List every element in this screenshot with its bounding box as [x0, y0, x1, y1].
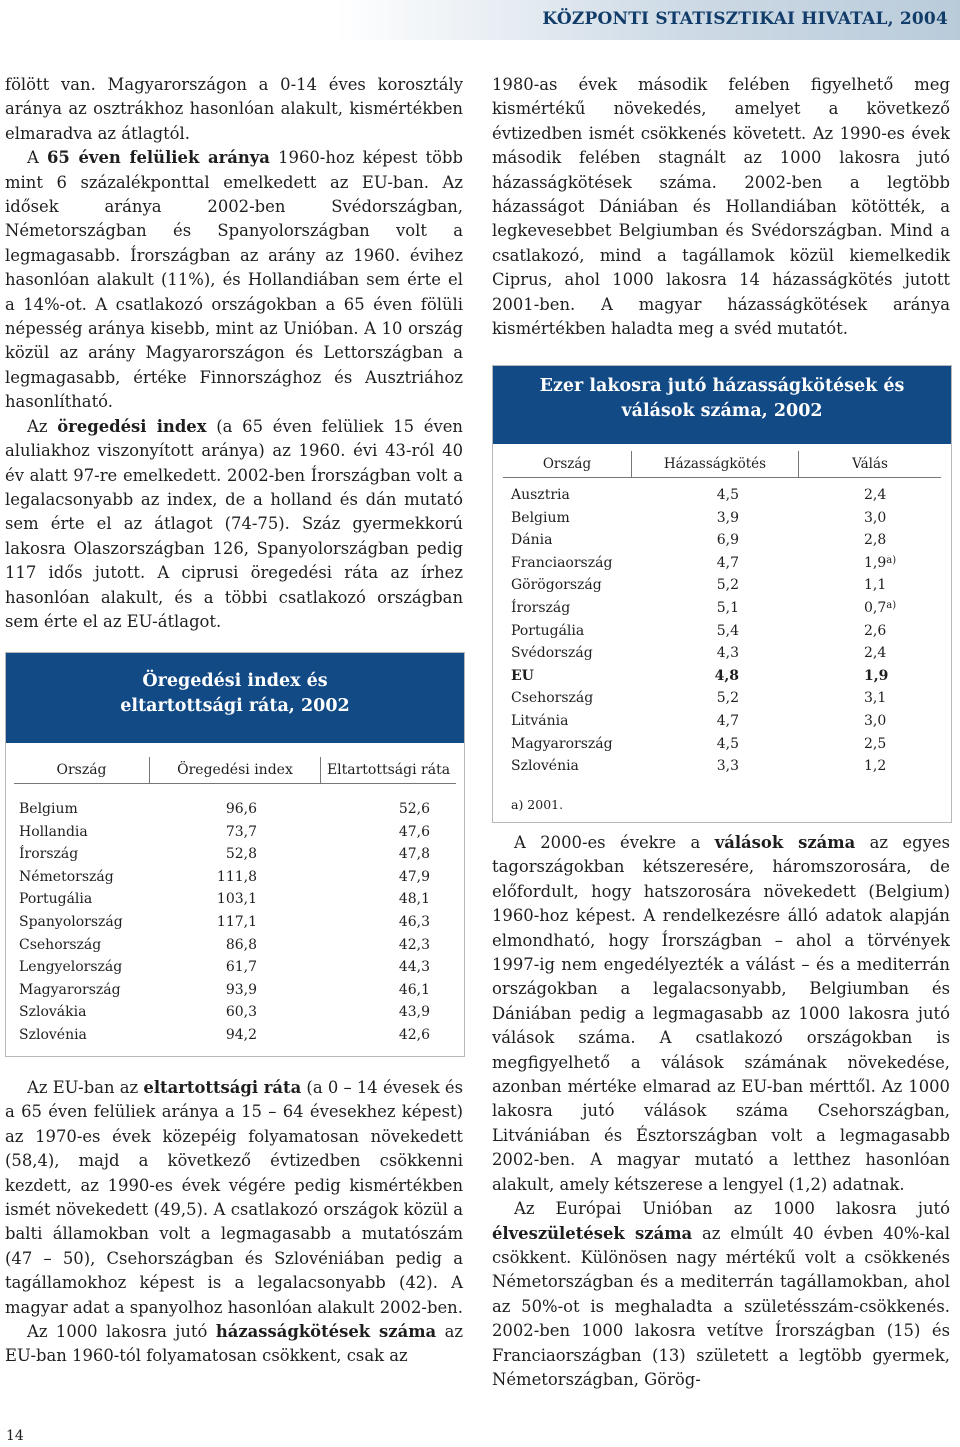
- term-marriages: házasságkötések száma: [215, 1322, 437, 1342]
- marriage-table-footnote: a) 2001.: [511, 797, 564, 812]
- left-paragraph-3: Az öregedési index (a 65 éven felüliek 15 éven aluliakhoz viszonyított aránya) az 1960. évi 43-ról 40 év alatt 97-re emelkedett. 2002-ben Írországban volt a legalacsonyabb az index, de a holland és dán mutató sem érte el az átlagot (74-75). Száz gyermekkorú lakosra Olaszországban 126, Spanyolországban pedig 117 idős jutott. A ciprusi öregedési ráta az írhez hasonlóan alakult, és a többi csatlakozó országban sem érte el az EU-átlagot.: [5, 416, 463, 631]
- marriage-table-body: [493, 484, 951, 778]
- marriage-table-row: [511, 529, 951, 552]
- marriage-table-row: [511, 710, 951, 733]
- left-paragraph-4: Az EU-ban az eltartottsági ráta (a 0 – 14 évesek és a 65 éven felüliek aránya a 15 – 64 évesekhez képest) az 1970-es évek közepéig folyamatosan növekedett (58,4), majd a következő évtizedben csökkenni kezdett, az 1990-es évek végére pedig kismértékben ismét növekedett (49,5). A csatlakozó országok közül a balti államokban volt a legmagasabb a mutatószám (47 – 50), Csehországban és Szlovéniában pedig a tagállamokhoz képest is a legalacsonyabb (42). A magyar adat a spanyolhoz hasonlóan alakult 2002-ben.: [5, 1078, 463, 1317]
- marriage-row-marriages: 4,5: [716, 487, 739, 503]
- aging-table-row: [19, 798, 464, 821]
- aging-row-ratio: 48,1: [398, 891, 430, 908]
- marriage-table-row: [511, 620, 951, 643]
- marriage-row-country: Csehország: [511, 690, 594, 707]
- marriage-row-country: Litvánia: [511, 712, 569, 729]
- marriage-row-divorces: 3,1: [864, 690, 887, 707]
- marriage-table-row: [511, 597, 951, 620]
- marriage-row-divorces: 2,5: [864, 735, 887, 752]
- aging-row-country: Írország: [19, 846, 79, 863]
- aging-row-country: Lengyelország: [19, 959, 123, 976]
- marriage-row-marriages: 4,8: [714, 667, 739, 684]
- marriage-row-marriages: 5,1: [716, 599, 739, 616]
- term-live-births: élveszületések száma: [492, 1223, 693, 1243]
- marriage-row-divorces: 3,0: [864, 712, 887, 729]
- aging-row-country: Belgium: [19, 801, 78, 817]
- marriage-row-divorces: 2,6: [864, 622, 887, 639]
- marriage-table-row: [511, 642, 951, 665]
- marriage-row-marriages: 5,2: [716, 690, 739, 707]
- aging-row-index: 103,1: [216, 891, 257, 908]
- aging-row-ratio: 44,3: [398, 959, 430, 976]
- marriage-row-divorces: 2,4: [864, 487, 887, 503]
- aging-table-row: [19, 1024, 464, 1047]
- aging-row-ratio: 52,6: [398, 801, 430, 817]
- aging-row-country: Németország: [19, 868, 114, 885]
- marriage-row-country: Belgium: [511, 509, 570, 526]
- aging-row-ratio: 46,1: [398, 981, 430, 998]
- aging-row-index: 117,1: [216, 913, 257, 930]
- marriage-table-row: [511, 552, 951, 575]
- aging-table-title: Öregedési index és eltartottsági ráta, 2002: [6, 653, 464, 743]
- term-aging-index: öregedési index: [57, 416, 207, 436]
- col-header-marriage: Házasságkötés: [631, 451, 798, 477]
- aging-table-row: [19, 821, 464, 844]
- aging-row-index: 96,6: [225, 801, 257, 817]
- marriage-row-marriages: 5,2: [716, 577, 739, 594]
- marriage-row-divorces: 0,7$^{a)}$: [864, 599, 897, 616]
- left-paragraph-2: A 65 éven felüliek aránya 1960-hoz képest több mint 6 százalékponttal emelkedett az EU-ban. Az idősek aránya 2002-ben Svédországban, Németországban és Spanyolországban volt a legmagasabb. Írországban az arány az 1960. évihez hasonlóan alakult (11%), és Hollandiában sem érte el a 14%-ot. A csatlakozó országokban a 65 éven fölüli népesség aránya kisebb, mint az Unióban. A 10 ország közül az arány Magyarországon és Lettországban a legmagasabb, értéke Finnországhoz és Ausztriához hasonlítható.: [5, 148, 463, 412]
- term-dependency-ratio: eltartottsági ráta: [143, 1078, 302, 1097]
- left-column-lower: [5, 1076, 463, 1369]
- aging-table-row: [19, 979, 464, 1002]
- aging-row-index: 93,9: [225, 981, 257, 998]
- aging-row-ratio: 47,8: [398, 846, 430, 863]
- right-column: [492, 73, 950, 341]
- marriage-row-divorces: 3,0: [864, 509, 887, 526]
- marriage-row-marriages: 4,3: [716, 645, 739, 662]
- right-paragraph-2: A 2000-es évekre a válások száma az egyes tagországokban kétszeresére, háromszorosára, de előfordult, hogy hatszorosára növekedett (Belgium) 1960-hoz képest. A rendelkezésre álló adatok alapján elmondható, hogy Írországban – ahol a törvények 1997-ig nem engedélyezték a válást – és a mediterrán országokban a legalacsonyabb, Belgiumban és Dániában pedig a legmagasabb az 1000 lakosra jutó válások száma. A csatlakozó országokban is megfigyelhető a válások számának növekedése, azonban mértéke elmarad az EU-ban mérttől. Az 1000 lakosra jutó válások száma Csehországban, Litvániában és Észtországban volt a legmagasabb 2002-ben. A magyar mutató a letthez hasonlóan alakult, amely kétszerese a lengyel (1,2) adatnak.: [492, 833, 950, 1194]
- marriage-row-marriages: 4,7: [716, 712, 739, 729]
- marriage-table-row: [511, 665, 951, 688]
- aging-row-ratio: 47,6: [398, 823, 430, 840]
- aging-row-ratio: 43,9: [398, 1004, 430, 1021]
- marriage-table-title: Ezer lakosra jutó házasságkötések és válások száma, 2002: [493, 366, 951, 444]
- right-paragraph-1: 1980-as évek második felében figyelhető meg kismértékű növekedés, amelyet a következő évtizedben ismét csökkenés követett. Az 1990-es évek második felében stagnált az 1000 lakosra jutó házasságkötések száma. 2002-ben a legtöbb házasságot Dániában és Hollandiában kötötték, a legkevesebbet Belgiumban és Svédországban. Mind a csatlakozó, mind a tagállamok közül kiemelkedik Ciprus, ahol 1000 lakosra 14 házasságkötés jutott 2001-ben. A magyar házasságkötések aránya kismértékben haladta meg a svéd mutatót.: [492, 75, 950, 339]
- left-column: [5, 73, 463, 634]
- marriage-table: [492, 365, 952, 823]
- col-header-country: Ország: [56, 762, 107, 778]
- footnote-marker: a): [886, 599, 897, 611]
- marriage-row-country: Franciaország: [511, 554, 613, 571]
- marriage-table-row: [511, 484, 951, 507]
- marriage-row-country: Ausztria: [511, 487, 570, 503]
- aging-table-row: [19, 956, 464, 979]
- marriage-row-divorces: 1,9: [864, 667, 889, 684]
- marriage-row-country: Görögország: [511, 577, 602, 594]
- aging-table-body: [6, 798, 464, 1047]
- aging-table-row: [19, 843, 464, 866]
- aging-row-index: 86,8: [225, 936, 257, 953]
- marriage-table-row: [511, 574, 951, 597]
- page-number: 14: [6, 1428, 24, 1444]
- marriage-table-header: [503, 451, 941, 478]
- left-paragraph-1: fölött van. Magyarországon a 0-14 éves korosztály aránya az osztrákhoz hasonlóan alakult, kismértékben elmaradva az átlagtól.: [5, 75, 463, 143]
- marriage-row-divorces: 1,9$^{a)}$: [864, 554, 897, 571]
- aging-row-index: 61,7: [225, 959, 257, 976]
- marriage-row-country: Írország: [511, 599, 571, 616]
- marriage-row-country: Svédország: [511, 645, 593, 662]
- right-column-lower: [492, 831, 950, 1392]
- col-header-dependency-ratio: Eltartottsági ráta: [320, 757, 456, 783]
- aging-row-index: 60,3: [225, 1004, 257, 1021]
- aging-row-index: 73,7: [225, 823, 257, 840]
- aging-row-country: Szlovénia: [19, 1026, 87, 1043]
- marriage-row-marriages: 4,7: [716, 554, 739, 571]
- marriage-row-marriages: 3,9: [716, 509, 739, 526]
- marriage-row-divorces: 2,4: [864, 645, 887, 662]
- header-title: KÖZPONTI STATISZTIKAI HIVATAL, 2004: [542, 9, 948, 29]
- aging-table-row: [19, 866, 464, 889]
- header-bar: [0, 0, 960, 40]
- aging-row-ratio: 42,3: [398, 936, 430, 953]
- aging-table-row: [19, 888, 464, 911]
- marriage-row-divorces: 2,8: [864, 532, 887, 549]
- aging-row-country: Hollandia: [19, 823, 88, 840]
- marriage-row-divorces: 1,2: [864, 758, 887, 775]
- aging-row-index: 111,8: [216, 868, 257, 885]
- aging-row-ratio: 46,3: [398, 913, 430, 930]
- aging-row-country: Portugália: [19, 891, 93, 908]
- aging-row-country: Csehország: [19, 936, 102, 953]
- col-header-country-2: Ország: [542, 456, 592, 472]
- marriage-row-divorces: 1,1: [864, 577, 887, 594]
- marriage-row-country: Szlovénia: [511, 758, 579, 775]
- aging-row-country: Magyarország: [19, 981, 121, 998]
- aging-row-index: 94,2: [225, 1026, 257, 1043]
- aging-row-ratio: 42,6: [398, 1026, 430, 1043]
- marriage-table-row: [511, 507, 951, 530]
- aging-row-country: Szlovákia: [19, 1004, 87, 1021]
- marriage-row-country: Dánia: [511, 532, 553, 549]
- aging-row-ratio: 47,9: [398, 868, 430, 885]
- marriage-table-row: [511, 755, 951, 778]
- aging-table-row: [19, 1001, 464, 1024]
- marriage-row-marriages: 5,4: [716, 622, 739, 639]
- right-paragraph-3: Az Európai Unióban az 1000 lakosra jutó élveszületések száma az elmúlt 40 évben 40%-kal csökkent. Különösen nagy mértékű volt a csökkenés Németországban és a mediterrán tagállamokban, ahol az 50%-ot is meghaladta a születésszám-csökkenés. 2002-ben 1000 lakosra vetítve Írországban (15) és Franciaországban (13) született a legtöbb gyermek, Németországban, Görög-: [492, 1199, 950, 1389]
- term-divorces: válások száma: [714, 833, 856, 852]
- aging-table-row: [19, 934, 464, 957]
- marriage-row-marriages: 4,5: [716, 735, 739, 752]
- marriage-row-marriages: 3,3: [716, 758, 739, 775]
- marriage-row-marriages: 6,9: [716, 532, 739, 549]
- aging-table-header: [14, 757, 456, 784]
- term-65-plus: 65 éven felüliek aránya: [47, 148, 270, 168]
- col-header-aging-index: Öregedési index: [149, 757, 320, 783]
- aging-row-index: 52,8: [225, 846, 257, 863]
- left-paragraph-5: Az 1000 lakosra jutó házasságkötések száma az EU-ban 1960-tól folyamatosan csökkent, csak az: [5, 1322, 463, 1366]
- aging-table-row: [19, 911, 464, 934]
- marriage-table-row: [511, 687, 951, 710]
- footnote-marker: a): [886, 554, 897, 566]
- marriage-row-country: Portugália: [511, 622, 585, 639]
- aging-row-country: Spanyolország: [19, 913, 123, 930]
- marriage-table-row: [511, 733, 951, 756]
- marriage-row-country: Magyarország: [511, 735, 613, 752]
- col-header-divorce: Válás: [798, 451, 941, 477]
- aging-table: [5, 652, 465, 1057]
- marriage-row-country: EU: [511, 667, 534, 684]
